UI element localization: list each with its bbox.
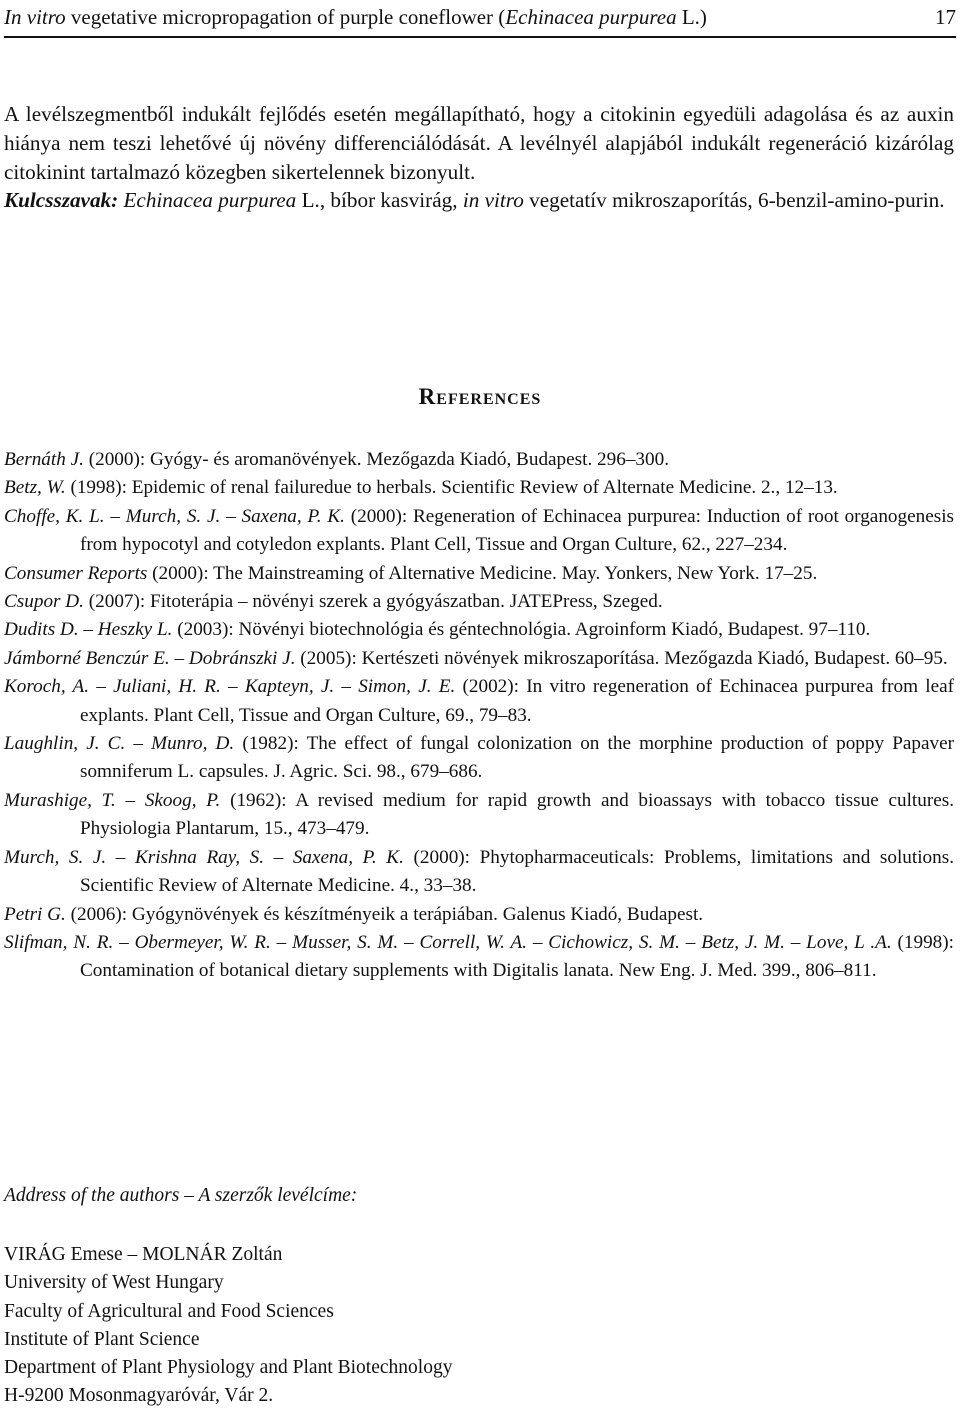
reference-text: (1998): Contamination of botanical dietary supplements with Digitalis lanata. New Eng. J. Med. 399., 806–811. xyxy=(80,931,954,982)
keywords-label: Kulcsszavak: xyxy=(4,188,119,213)
reference-authors: Dudits D. – Heszky L. xyxy=(4,619,173,641)
running-title-text: vegetative micropropagation of purple coneflower ( xyxy=(65,5,506,29)
reference-authors: Csupor D. xyxy=(4,591,84,613)
abstract-section xyxy=(4,100,954,215)
reference-text: (2006): Gyógynövények és készítményeik a terápiában. Galenus Kiadó, Budapest. xyxy=(65,903,704,925)
reference-item xyxy=(4,929,954,986)
address-line: Institute of Plant Science xyxy=(4,1328,200,1350)
reference-authors: Petri G. xyxy=(4,903,66,925)
keywords-species: Echinacea purpurea xyxy=(118,188,297,213)
reference-item xyxy=(4,503,954,560)
address-line: H-9200 Mosonmagyaróvár, Vár 2. xyxy=(4,1385,274,1407)
address-line: VIRÁG Emese – MOLNÁR Zoltán xyxy=(4,1244,283,1265)
reference-item xyxy=(4,560,954,588)
running-title xyxy=(4,2,707,32)
address-heading: Address of the authors – A szerzők levélcíme: xyxy=(4,1185,358,1206)
reference-item xyxy=(4,474,954,502)
address-line: University of West Hungary xyxy=(4,1272,224,1294)
page-number: 17 xyxy=(935,5,956,29)
reference-authors: Slifman, N. R. – Obermeyer, W. R. – Musser, S. M. – Correll, W. A. – Cichowicz, S. M. – Betz, J. M. – Love, L .A. xyxy=(4,931,892,953)
reference-item xyxy=(4,588,954,616)
address-line: Faculty of Agricultural and Food Sciences xyxy=(4,1300,334,1322)
reference-authors: Bernáth J. xyxy=(4,449,84,470)
references-list xyxy=(4,446,954,986)
running-title-end: L.) xyxy=(676,5,707,29)
reference-item xyxy=(4,787,954,844)
reference-text: (2003): Növényi biotechnológia és géntechnológia. Agroinform Kiadó, Budapest. 97–110. xyxy=(172,619,871,641)
reference-authors: Laughlin, J. C. – Munro, D. xyxy=(4,733,235,755)
reference-authors: Koroch, A. – Juliani, H. R. – Kapteyn, J. – Simon, J. E. xyxy=(4,676,456,698)
reference-item xyxy=(4,901,954,929)
keywords-text: L., bíbor kasvirág, xyxy=(296,188,463,213)
references-heading: References xyxy=(418,384,542,409)
reference-authors: Jámborné Benczúr E. – Dobránszki J. xyxy=(4,647,296,669)
reference-text: (2000): Regeneration of Echinacea purpurea: Induction of root organogenesis from hypocotyl and cotyledon explants. Plant Cell, Tissue and Organ Culture, 62., 227–234. xyxy=(80,505,954,556)
reference-item xyxy=(4,446,954,474)
keywords-paragraph xyxy=(4,186,954,215)
keywords-text-end: vegetatív mikroszaporítás, 6-benzil-amino-purin. xyxy=(523,188,945,213)
reference-text: (2007): Fitoterápia – növényi szerek a gyógyászatban. JATEPress, Szeged. xyxy=(83,591,663,613)
reference-text: (2000): The Mainstreaming of Alternative Medicine. May. Yonkers, New York. 17–25. xyxy=(147,562,818,584)
running-header xyxy=(4,0,956,38)
reference-item xyxy=(4,673,954,730)
reference-text: (2000): Phytopharmaceuticals: Problems, limitations and solutions. Scientific Review of Alternate Medicine. 4., 33–38. xyxy=(80,846,954,897)
reference-item xyxy=(4,645,954,673)
reference-authors: Murashige, T. – Skoog, P. xyxy=(4,789,221,811)
reference-authors: Murch, S. J. – Krishna Ray, S. – Saxena, P. K. xyxy=(4,846,404,868)
reference-text: (2000): Gyógy- és aromanövények. Mezőgazda Kiadó, Budapest. 296–300. xyxy=(83,449,670,470)
address-line: Department of Plant Physiology and Plant Biotechnology xyxy=(4,1357,453,1379)
reference-text: (1998): Epidemic of renal failuredue to herbals. Scientific Review of Alternate Medicine. 2., 12–13. xyxy=(65,477,838,499)
reference-item xyxy=(4,616,954,644)
reference-authors: Consumer Reports xyxy=(4,562,148,584)
reference-item xyxy=(4,844,954,901)
reference-authors: Betz, W. xyxy=(4,477,66,499)
keywords-invitro: in vitro xyxy=(462,188,524,213)
abstract-paragraph: A levélszegmentből indukált fejlődés esetén megállapítható, hogy a citokinin egyedüli adagolása és az auxin hiánya nem teszi lehetővé új növény differenciálódását. A levélnyél alapjából indukált regeneráció kizárólag citokinint tartalmazó közegben sikertelennek bizonyult. xyxy=(4,102,954,184)
running-title-invitro: In vitro xyxy=(4,5,66,29)
reference-text: (1962): A revised medium for rapid growth and bioassays with tobacco tissue cultures. Physiologia Plantarum, 15., 473–479. xyxy=(80,789,954,840)
running-title-species: Echinacea purpurea xyxy=(505,5,677,29)
reference-item xyxy=(4,730,954,787)
address-block xyxy=(4,1241,452,1411)
reference-text: (2002): In vitro regeneration of Echinacea purpurea from leaf explants. Plant Cell, Tissue and Organ Culture, 69., 79–83. xyxy=(80,676,954,726)
reference-text: (2005): Kertészeti növények mikroszaporítása. Mezőgazda Kiadó, Budapest. 60–95. xyxy=(295,647,948,669)
reference-authors: Choffe, K. L. – Murch, S. J. – Saxena, P. K. xyxy=(4,505,345,527)
reference-text: (1982): The effect of fungal colonization on the morphine production of poppy Papaver somniferum L. capsules. J. Agric. Sci. 98., 679–686. xyxy=(80,733,954,783)
